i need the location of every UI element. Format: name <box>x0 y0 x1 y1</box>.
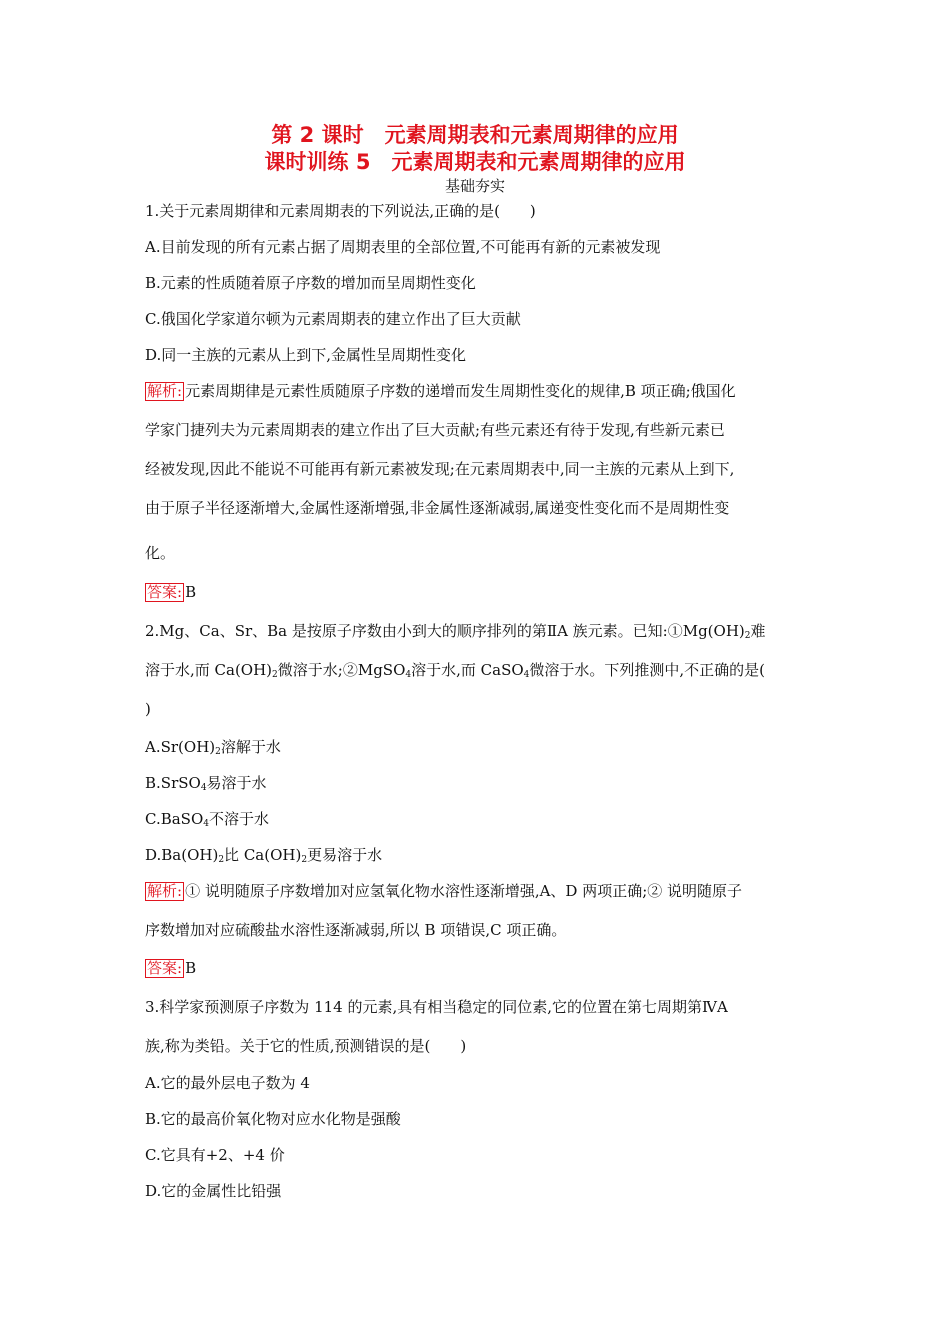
q2-option-b: B.SrSO$_4$易溶于水 <box>145 774 267 793</box>
q3-option-b: B.它的最高价氧化物对应水化物是强酸 <box>145 1110 401 1128</box>
answer-tag: 答案: <box>147 583 183 601</box>
q1-analysis-line: 化。 <box>145 544 176 562</box>
section-heading: 基础夯实 <box>444 177 505 195</box>
q1-analysis-line: 经被发现,因此不能说不可能再有新元素被发现;在元素周期表中,同一主族的元素从上到下, <box>145 460 735 478</box>
q2-answer: B <box>185 959 197 977</box>
q2-option-a: $A.Sr(OH)_2$溶解于水 <box>145 738 281 757</box>
q1-analysis-line <box>145 381 825 401</box>
q3-stem-line: 族,称为类铅。关于它的性质,预测错误的是( ) <box>145 1037 467 1055</box>
q1-option-d: D.同一主族的元素从上到下,金属性呈周期性变化 <box>145 346 467 364</box>
q2-analysis-line <box>145 881 825 901</box>
q3-option-c: C.它具有+2、+4 价 <box>145 1146 285 1164</box>
q2-analysis-text: ① 说明随原子序数增加对应氢氧化物水溶性逐渐增强,A、D 两项正确;② 说明随原子 <box>185 882 743 900</box>
q2-stem-line: ) <box>145 700 151 718</box>
analysis-tag: 解析: <box>147 382 183 400</box>
q3-option-a: A.它的最外层电子数为 4 <box>145 1074 310 1092</box>
q1-analysis-line: 学家门捷列夫为元素周期表的建立作出了巨大贡献;有些元素还有待于发现,有些新元素已 <box>145 421 725 439</box>
q2-stem-line: 溶于水,而 $Ca(OH)_2$微溶于水;②MgSO$_4$溶于水,而 CaSO$_4$微溶于水。下列推测中,不正确的是( <box>145 661 765 680</box>
q3-stem-line: 3.科学家预测原子序数为 114 的元素,具有相当稳定的同位素,它的位置在第七周期第ⅣA <box>145 998 728 1016</box>
q1-analysis-line: 由于原子半径逐渐增大,金属性逐渐增强,非金属性逐渐减弱,属递变性变化而不是周期性变 <box>145 499 730 517</box>
q3-option-d: D.它的金属性比铅强 <box>145 1182 282 1200</box>
q1-stem: 1.关于元素周期律和元素周期表的下列说法,正确的是( ) <box>145 202 536 220</box>
q1-answer: B <box>185 583 197 601</box>
q2-option-d: $D.Ba(OH)_2$比 $Ca(OH)_2$更易溶于水 <box>145 846 383 865</box>
q1-option-a: A.目前发现的所有元素占据了周期表里的全部位置,不可能再有新的元素被发现 <box>145 238 661 256</box>
q1-option-b: B.元素的性质随着原子序数的增加而呈周期性变化 <box>145 274 476 292</box>
lesson-title: 第 2 课时 元素周期表和元素周期律的应用 <box>271 123 679 147</box>
q1-analysis-text: 元素周期律是元素性质随原子序数的递增而发生周期性变化的规律,B 项正确;俄国化 <box>185 382 736 400</box>
q2-analysis-line: 序数增加对应硫酸盐水溶性逐渐减弱,所以 B 项错误,C 项正确。 <box>145 921 567 939</box>
exercise-title: 课时训练 5 元素周期表和元素周期律的应用 <box>264 150 686 174</box>
q2-stem-line: 2.Mg、Ca、Sr、Ba 是按原子序数由小到大的顺序排列的第ⅡA 族元素。已知$:①Mg(OH)_2$难 <box>145 622 766 641</box>
q2-option-c: C.BaSO$_4$不溶于水 <box>145 810 269 829</box>
q1-answer-line <box>145 582 825 602</box>
analysis-tag: 解析: <box>147 882 183 900</box>
q2-answer-line <box>145 958 825 978</box>
answer-tag: 答案: <box>147 959 183 977</box>
q1-option-c: C.俄国化学家道尔顿为元素周期表的建立作出了巨大贡献 <box>145 310 521 328</box>
